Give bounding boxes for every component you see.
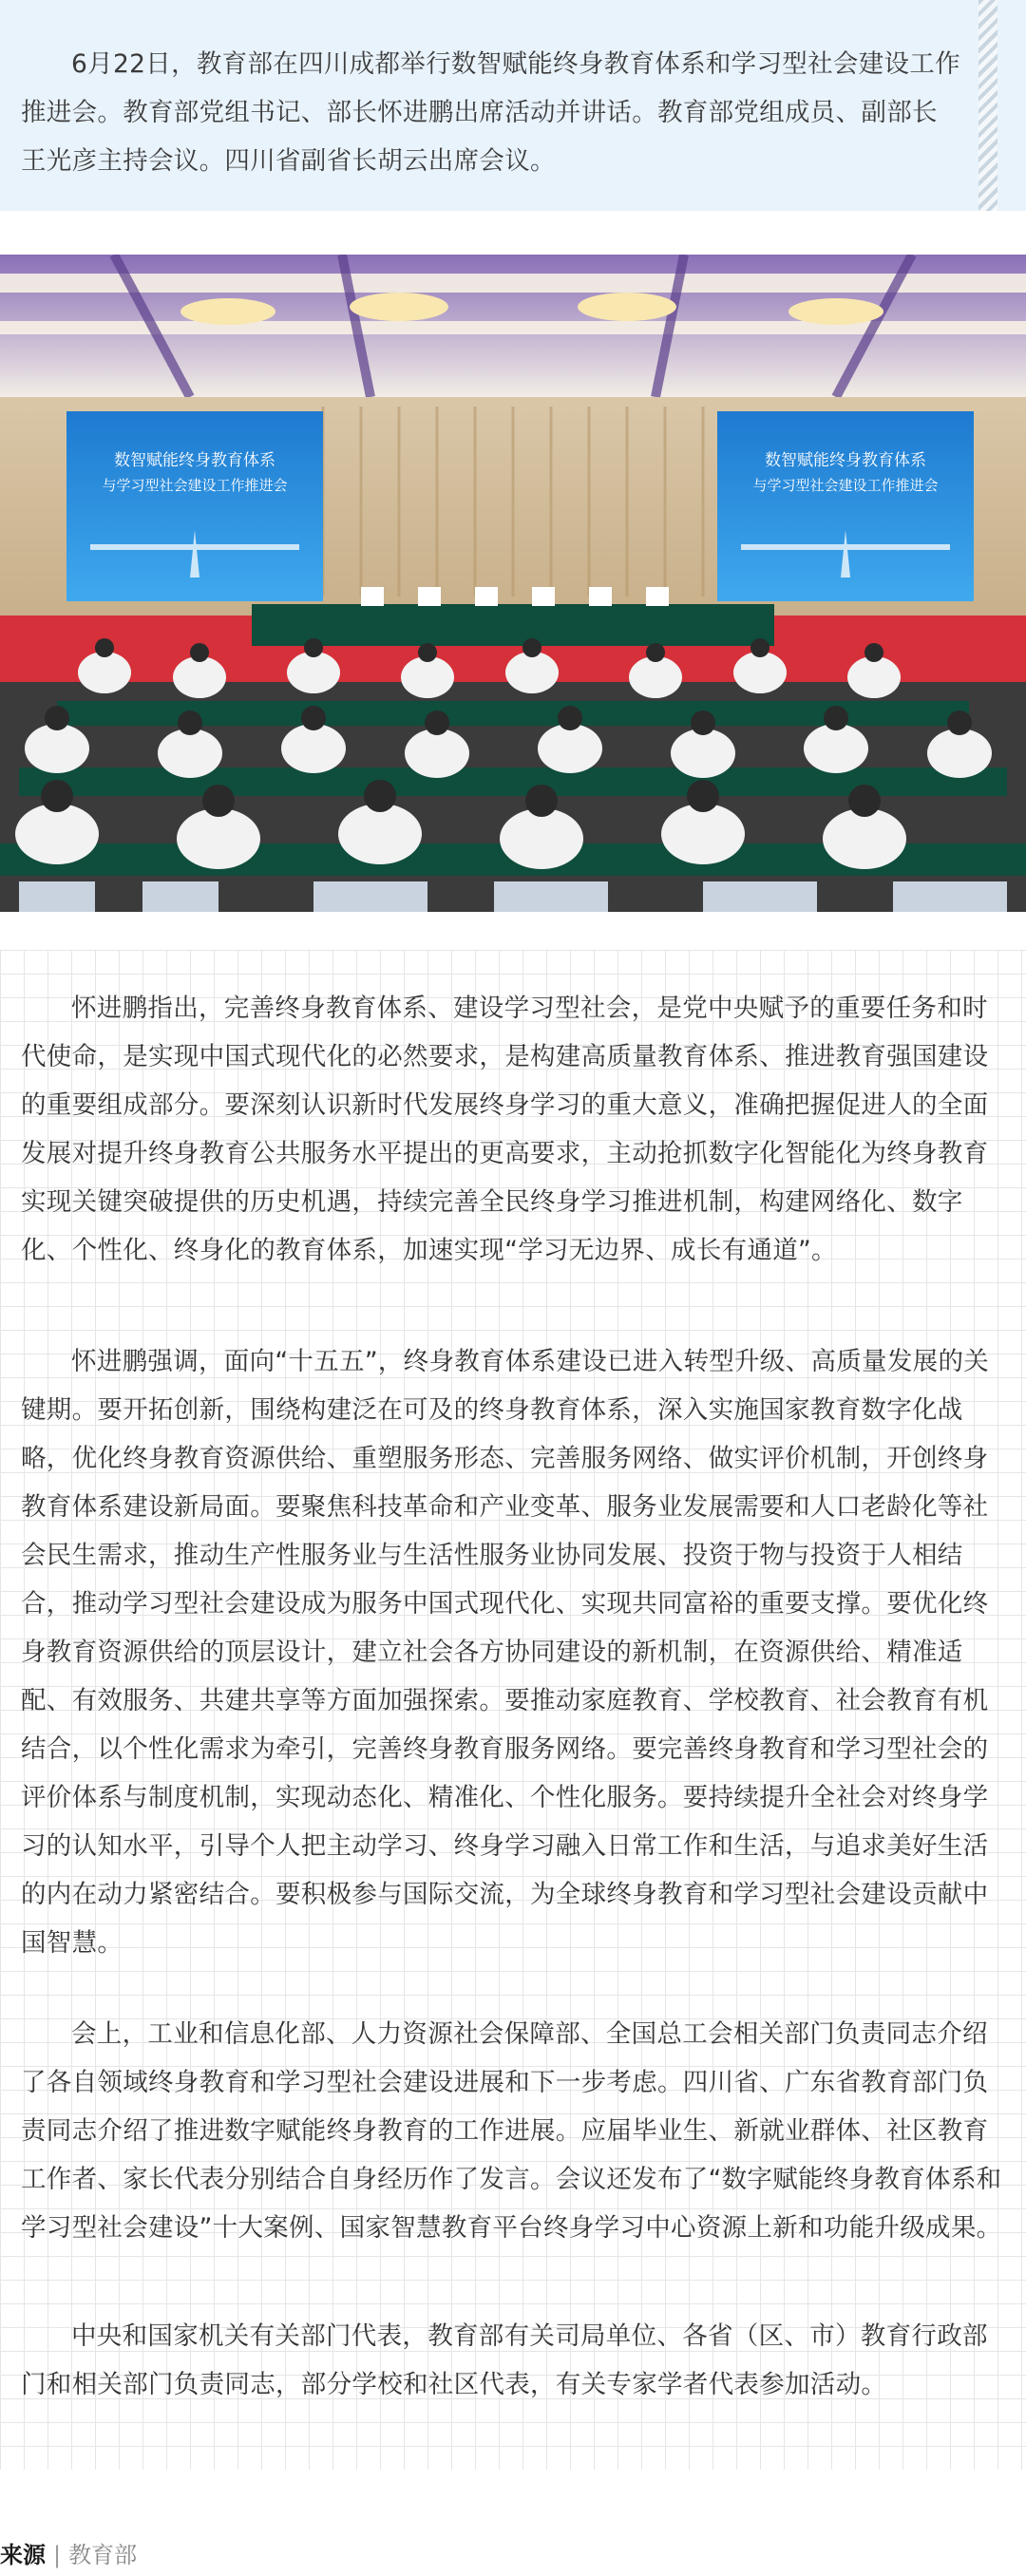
source-separator: | bbox=[53, 2542, 62, 2568]
summary-text: 6月22日，教育部在四川成都举行数智赋能终身教育体系和学习型社会建设工作推进会。教育部党组书记、部长怀进鹏出席活动并讲话。教育部党组成员、副部长王光彦主持会议。四川省副省长胡云出席会议。 bbox=[21, 49, 960, 176]
article-body bbox=[0, 950, 1026, 2470]
paragraph-2: 怀进鹏强调，面向“十五五”，终身教育体系建设已进入转型升级、高质量发展的关键期。要开拓创新，围绕构建泛在可及的终身教育体系，深入实施国家教育数字化战略，优化终身教育资源供给、重塑服务形态、完善服务网络、做实评价机制，开创终身教育体系建设新局面。要聚焦科技革命和产业变革、服务业发展需要和人口老龄化等社会民生需求，推动生产性服务业与生活性服务业协同发展、投资于物与投资于人相结合，推动学习型社会建设成为服务中国式现代化、实现共同富裕的重要支撑。要优化终身教育资源供给的顶层设计，建立社会各方协同建设的新机制，在资源供给、精准适配、有效服务、共建共享等方面加强探索。要推动家庭教育、学校教育、社会教育有机结合，以个性化需求为牵引，完善终身教育服务网络。要完善终身教育和学习型社会的评价体系与制度机制，实现动态化、精准化、个性化服务。要持续提升全社会对终身学习的认知水平，引导个人把主动学习、终身学习融入日常工作和生活，与追求美好生活的内在动力紧密结合。要积极参与国际交流，为全球终身教育和学习型社会建设贡献中国智慧。 bbox=[21, 1347, 990, 1958]
source-value: 教育部 bbox=[68, 2542, 138, 2568]
source-line bbox=[0, 2541, 137, 2569]
paragraph-1: 怀进鹏指出，完善终身教育体系、建设学习型社会，是党中央赋予的重要任务和时代使命，是实现中国式现代化的必然要求，是构建高质量教育体系、推进教育强国建设的重要组成部分。要深刻认识新时代发展终身学习的重大意义，准确把握促进人的全面发展对提升终身教育公共服务水平提出的更高要求，主动抢抓数字化智能化为终身教育实现关键突破提供的历史机遇，持续完善全民终身学习推进机制，构建网络化、数字化、个性化、终身化的教育体系，加速实现“学习无边界、成长有通道”。 bbox=[21, 994, 989, 1265]
left-screen-title-1: 数智赋能终身教育体系 bbox=[114, 451, 276, 470]
right-screen-title-2: 与学习型社会建设工作推进会 bbox=[752, 477, 939, 494]
conference-photo bbox=[0, 255, 1026, 912]
left-screen-title-2: 与学习型社会建设工作推进会 bbox=[102, 477, 288, 494]
paragraph-3: 会上，工业和信息化部、人力资源社会保障部、全国总工会相关部门负责同志介绍了各自领域终身教育和学习型社会建设进展和下一步考虑。四川省、广东省教育部门负责同志介绍了推进数字赋能终身教育的工作进展。应届毕业生、新就业群体、社区教育工作者、家长代表分别结合自身经历作了发言。会议还发布了“数字赋能终身教育体系和学习型社会建设”十大案例、国家智慧教育平台终身学习中心资源上新和功能升级成果。 bbox=[21, 2019, 1002, 2243]
right-screen-title-1: 数智赋能终身教育体系 bbox=[765, 451, 926, 470]
summary-box bbox=[0, 0, 1026, 211]
paragraph-4: 中央和国家机关有关部门代表，教育部有关司局单位、各省（区、市）教育行政部门和相关部门负责同志，部分学校和社区代表，有关专家学者代表参加活动。 bbox=[21, 2321, 988, 2399]
decorative-stripe bbox=[978, 0, 998, 211]
source-label: 来源 bbox=[0, 2542, 46, 2568]
